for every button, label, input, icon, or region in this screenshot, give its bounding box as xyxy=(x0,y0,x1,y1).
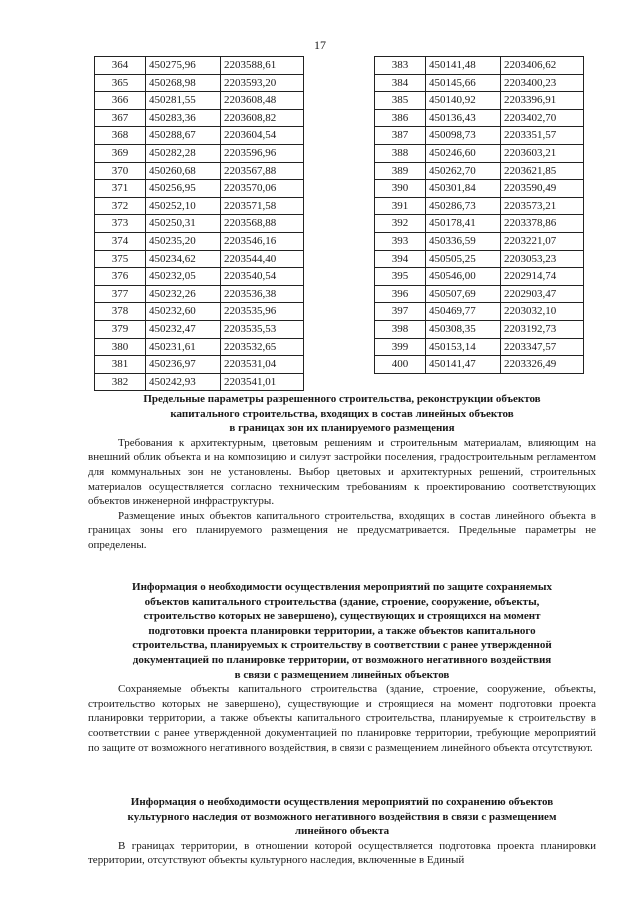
y-coordinate-cell: 2202914,74 xyxy=(501,268,584,286)
table-row xyxy=(375,180,584,198)
table-row xyxy=(375,356,584,374)
point-number-cell: 365 xyxy=(95,74,146,92)
heading-line: в границах зон их планируемого размещения xyxy=(229,422,455,435)
heading-line: документацией по планировке территории, от возможного негативного воздействия xyxy=(132,653,552,666)
y-coordinate-cell: 2203588,61 xyxy=(221,57,304,75)
table-row xyxy=(95,232,304,250)
table-row xyxy=(95,356,304,374)
heading-line: в связи с размещением линейных объектов xyxy=(234,668,450,681)
section-heading xyxy=(88,795,596,839)
y-coordinate-cell: 2203378,86 xyxy=(501,215,584,233)
point-number-cell: 385 xyxy=(375,92,426,110)
paragraph: Размещение иных объектов капитального строительства, входящих в состав линейного объекта в границах зоны его планируемого размещения не предусматривается. Предельные параметры не определены. xyxy=(88,509,596,551)
point-number-cell: 395 xyxy=(375,268,426,286)
table-row xyxy=(375,232,584,250)
y-coordinate-cell: 2203608,48 xyxy=(221,92,304,110)
x-coordinate-cell: 450281,55 xyxy=(146,92,221,110)
table-row xyxy=(95,338,304,356)
heading-line: строительства, планируемых к строительству в соответствии с ранее утвержденной xyxy=(132,639,552,652)
x-coordinate-cell: 450308,35 xyxy=(426,320,501,338)
y-coordinate-cell: 2203192,73 xyxy=(501,320,584,338)
table-row xyxy=(375,215,584,233)
heading-line: культурного наследия от возможного негативного воздействия в связи с размещением xyxy=(127,810,557,823)
table-row xyxy=(375,109,584,127)
x-coordinate-cell: 450262,70 xyxy=(426,162,501,180)
x-coordinate-cell: 450232,05 xyxy=(146,268,221,286)
point-number-cell: 381 xyxy=(95,356,146,374)
x-coordinate-cell: 450246,60 xyxy=(426,144,501,162)
point-number-cell: 374 xyxy=(95,232,146,250)
table-row xyxy=(95,250,304,268)
point-number-cell: 396 xyxy=(375,285,426,303)
table-row xyxy=(375,338,584,356)
point-number-cell: 393 xyxy=(375,232,426,250)
coordinates-table-right xyxy=(374,56,584,374)
section-heading xyxy=(88,580,596,682)
point-number-cell: 390 xyxy=(375,180,426,198)
heading-line: строительство которых не завершено), существующих и строящихся на момент xyxy=(143,610,541,623)
point-number-cell: 369 xyxy=(95,144,146,162)
table-row xyxy=(375,268,584,286)
point-number-cell: 399 xyxy=(375,338,426,356)
paragraph: В границах территории, в отношении которой осуществляется подготовка проекта планировки территории, отсутствуют объекты культурного наследия, включенные в Единый xyxy=(88,839,596,867)
point-number-cell: 376 xyxy=(95,268,146,286)
point-number-cell: 372 xyxy=(95,197,146,215)
y-coordinate-cell: 2203546,16 xyxy=(221,232,304,250)
x-coordinate-cell: 450283,36 xyxy=(146,109,221,127)
point-number-cell: 370 xyxy=(95,162,146,180)
point-number-cell: 378 xyxy=(95,303,146,321)
x-coordinate-cell: 450141,48 xyxy=(426,57,501,75)
y-coordinate-cell: 2203531,04 xyxy=(221,356,304,374)
table-row xyxy=(95,74,304,92)
point-number-cell: 382 xyxy=(95,373,146,391)
x-coordinate-cell: 450546,00 xyxy=(426,268,501,286)
x-coordinate-cell: 450232,60 xyxy=(146,303,221,321)
point-number-cell: 377 xyxy=(95,285,146,303)
y-coordinate-cell: 2203596,96 xyxy=(221,144,304,162)
heading-line: объектов капитального строительства (здание, строение, сооружение, объекты, xyxy=(144,595,540,608)
x-coordinate-cell: 450098,73 xyxy=(426,127,501,145)
y-coordinate-cell: 2203347,57 xyxy=(501,338,584,356)
point-number-cell: 389 xyxy=(375,162,426,180)
y-coordinate-cell: 2203402,70 xyxy=(501,109,584,127)
point-number-cell: 368 xyxy=(95,127,146,145)
table-row xyxy=(95,109,304,127)
point-number-cell: 387 xyxy=(375,127,426,145)
heading-line: Предельные параметры разрешенного строительства, реконструкции объектов xyxy=(143,393,541,405)
table-row xyxy=(95,162,304,180)
table-row xyxy=(375,197,584,215)
point-number-cell: 367 xyxy=(95,109,146,127)
heading-line: подготовки проекта планировки территории, а также объектов капитального xyxy=(148,624,536,637)
x-coordinate-cell: 450275,96 xyxy=(146,57,221,75)
heading-line: капитального строительства, входящих в состав линейных объектов xyxy=(170,407,514,420)
table-row xyxy=(95,320,304,338)
y-coordinate-cell: 2203568,88 xyxy=(221,215,304,233)
x-coordinate-cell: 450256,95 xyxy=(146,180,221,198)
x-coordinate-cell: 450505,25 xyxy=(426,250,501,268)
point-number-cell: 391 xyxy=(375,197,426,215)
x-coordinate-cell: 450178,41 xyxy=(426,215,501,233)
table-row xyxy=(95,303,304,321)
x-coordinate-cell: 450141,47 xyxy=(426,356,501,374)
x-coordinate-cell: 450250,31 xyxy=(146,215,221,233)
y-coordinate-cell: 2203603,21 xyxy=(501,144,584,162)
y-coordinate-cell: 2203567,88 xyxy=(221,162,304,180)
table-row xyxy=(375,57,584,75)
y-coordinate-cell: 2203400,23 xyxy=(501,74,584,92)
section-cultural-heritage xyxy=(88,795,596,868)
point-number-cell: 388 xyxy=(375,144,426,162)
y-coordinate-cell: 2203608,82 xyxy=(221,109,304,127)
table-row xyxy=(375,285,584,303)
point-number-cell: 394 xyxy=(375,250,426,268)
table-row xyxy=(375,144,584,162)
table-row xyxy=(375,74,584,92)
x-coordinate-cell: 450232,26 xyxy=(146,285,221,303)
x-coordinate-cell: 450507,69 xyxy=(426,285,501,303)
y-coordinate-cell: 2203570,06 xyxy=(221,180,304,198)
x-coordinate-cell: 450242,93 xyxy=(146,373,221,391)
table-row xyxy=(375,320,584,338)
section-heading xyxy=(88,392,596,436)
heading-line: линейного объекта xyxy=(294,825,390,838)
table-row xyxy=(375,303,584,321)
table-row xyxy=(95,215,304,233)
point-number-cell: 366 xyxy=(95,92,146,110)
x-coordinate-cell: 450301,84 xyxy=(426,180,501,198)
y-coordinate-cell: 2203535,53 xyxy=(221,320,304,338)
y-coordinate-cell: 2203406,62 xyxy=(501,57,584,75)
x-coordinate-cell: 450140,92 xyxy=(426,92,501,110)
y-coordinate-cell: 2203544,40 xyxy=(221,250,304,268)
y-coordinate-cell: 2203540,54 xyxy=(221,268,304,286)
section-building-parameters xyxy=(88,392,596,553)
table-row xyxy=(375,250,584,268)
x-coordinate-cell: 450336,59 xyxy=(426,232,501,250)
table-row xyxy=(375,162,584,180)
table-row xyxy=(375,127,584,145)
table-row xyxy=(95,180,304,198)
point-number-cell: 384 xyxy=(375,74,426,92)
x-coordinate-cell: 450252,10 xyxy=(146,197,221,215)
y-coordinate-cell: 2203053,23 xyxy=(501,250,584,268)
point-number-cell: 379 xyxy=(95,320,146,338)
y-coordinate-cell: 2203221,07 xyxy=(501,232,584,250)
y-coordinate-cell: 2202903,47 xyxy=(501,285,584,303)
x-coordinate-cell: 450145,66 xyxy=(426,74,501,92)
section-protection-measures xyxy=(88,580,596,755)
x-coordinate-cell: 450288,67 xyxy=(146,127,221,145)
point-number-cell: 397 xyxy=(375,303,426,321)
table-row xyxy=(95,373,304,391)
table-row xyxy=(95,127,304,145)
point-number-cell: 398 xyxy=(375,320,426,338)
table-row xyxy=(95,268,304,286)
y-coordinate-cell: 2203573,21 xyxy=(501,197,584,215)
y-coordinate-cell: 2203351,57 xyxy=(501,127,584,145)
y-coordinate-cell: 2203604,54 xyxy=(221,127,304,145)
y-coordinate-cell: 2203536,38 xyxy=(221,285,304,303)
table-row xyxy=(95,197,304,215)
x-coordinate-cell: 450268,98 xyxy=(146,74,221,92)
x-coordinate-cell: 450232,47 xyxy=(146,320,221,338)
x-coordinate-cell: 450153,14 xyxy=(426,338,501,356)
x-coordinate-cell: 450231,61 xyxy=(146,338,221,356)
y-coordinate-cell: 2203593,20 xyxy=(221,74,304,92)
y-coordinate-cell: 2203326,49 xyxy=(501,356,584,374)
table-row xyxy=(95,285,304,303)
coordinates-table-left-body xyxy=(95,57,304,391)
x-coordinate-cell: 450469,77 xyxy=(426,303,501,321)
x-coordinate-cell: 450282,28 xyxy=(146,144,221,162)
point-number-cell: 371 xyxy=(95,180,146,198)
point-number-cell: 386 xyxy=(375,109,426,127)
y-coordinate-cell: 2203396,91 xyxy=(501,92,584,110)
point-number-cell: 373 xyxy=(95,215,146,233)
point-number-cell: 375 xyxy=(95,250,146,268)
x-coordinate-cell: 450260,68 xyxy=(146,162,221,180)
point-number-cell: 380 xyxy=(95,338,146,356)
table-row xyxy=(375,92,584,110)
paragraph: Требования к архитектурным, цветовым решениям и строительным материалам, влияющим на внешний облик объекта и на композицию и силуэт застройки поселения, градостроительным регламентом для коммунальных зон не установлены. Выбор цветовых и архитектурных решений, строительных материалов осуществляется согласно техническим требованиям к проектированию соответствующих объектов инженерной инфраструктуры. xyxy=(88,436,596,508)
y-coordinate-cell: 2203590,49 xyxy=(501,180,584,198)
table-row xyxy=(95,57,304,75)
y-coordinate-cell: 2203541,01 xyxy=(221,373,304,391)
coordinates-table-left xyxy=(94,56,304,391)
coordinates-table-right-body xyxy=(375,57,584,374)
table-row xyxy=(95,92,304,110)
point-number-cell: 400 xyxy=(375,356,426,374)
heading-line: Информация о необходимости осуществления мероприятий по сохранению объектов xyxy=(130,796,554,808)
heading-line: Информация о необходимости осуществления мероприятий по защите сохраняемых xyxy=(132,581,552,593)
point-number-cell: 392 xyxy=(375,215,426,233)
point-number-cell: 383 xyxy=(375,57,426,75)
point-number-cell: 364 xyxy=(95,57,146,75)
x-coordinate-cell: 450286,73 xyxy=(426,197,501,215)
paragraph: Сохраняемые объекты капитального строительства (здание, строение, сооружение, объекты, строительство которых не завершено), существующие и строящиеся на момент подготовки проекта планировки территории, а также объекты капитального строительства, планируемые к строительству в соответствии с ранее утвержденной документацией по планировке территории, требующие мероприятий по защите от возможного негативного воздействия, в связи с размещением линейного объекта отсутствуют. xyxy=(88,683,596,754)
y-coordinate-cell: 2203571,58 xyxy=(221,197,304,215)
y-coordinate-cell: 2203535,96 xyxy=(221,303,304,321)
y-coordinate-cell: 2203621,85 xyxy=(501,162,584,180)
x-coordinate-cell: 450236,97 xyxy=(146,356,221,374)
page-number: 17 xyxy=(314,38,326,52)
x-coordinate-cell: 450234,62 xyxy=(146,250,221,268)
y-coordinate-cell: 2203532,65 xyxy=(221,338,304,356)
y-coordinate-cell: 2203032,10 xyxy=(501,303,584,321)
x-coordinate-cell: 450136,43 xyxy=(426,109,501,127)
table-row xyxy=(95,144,304,162)
x-coordinate-cell: 450235,20 xyxy=(146,232,221,250)
